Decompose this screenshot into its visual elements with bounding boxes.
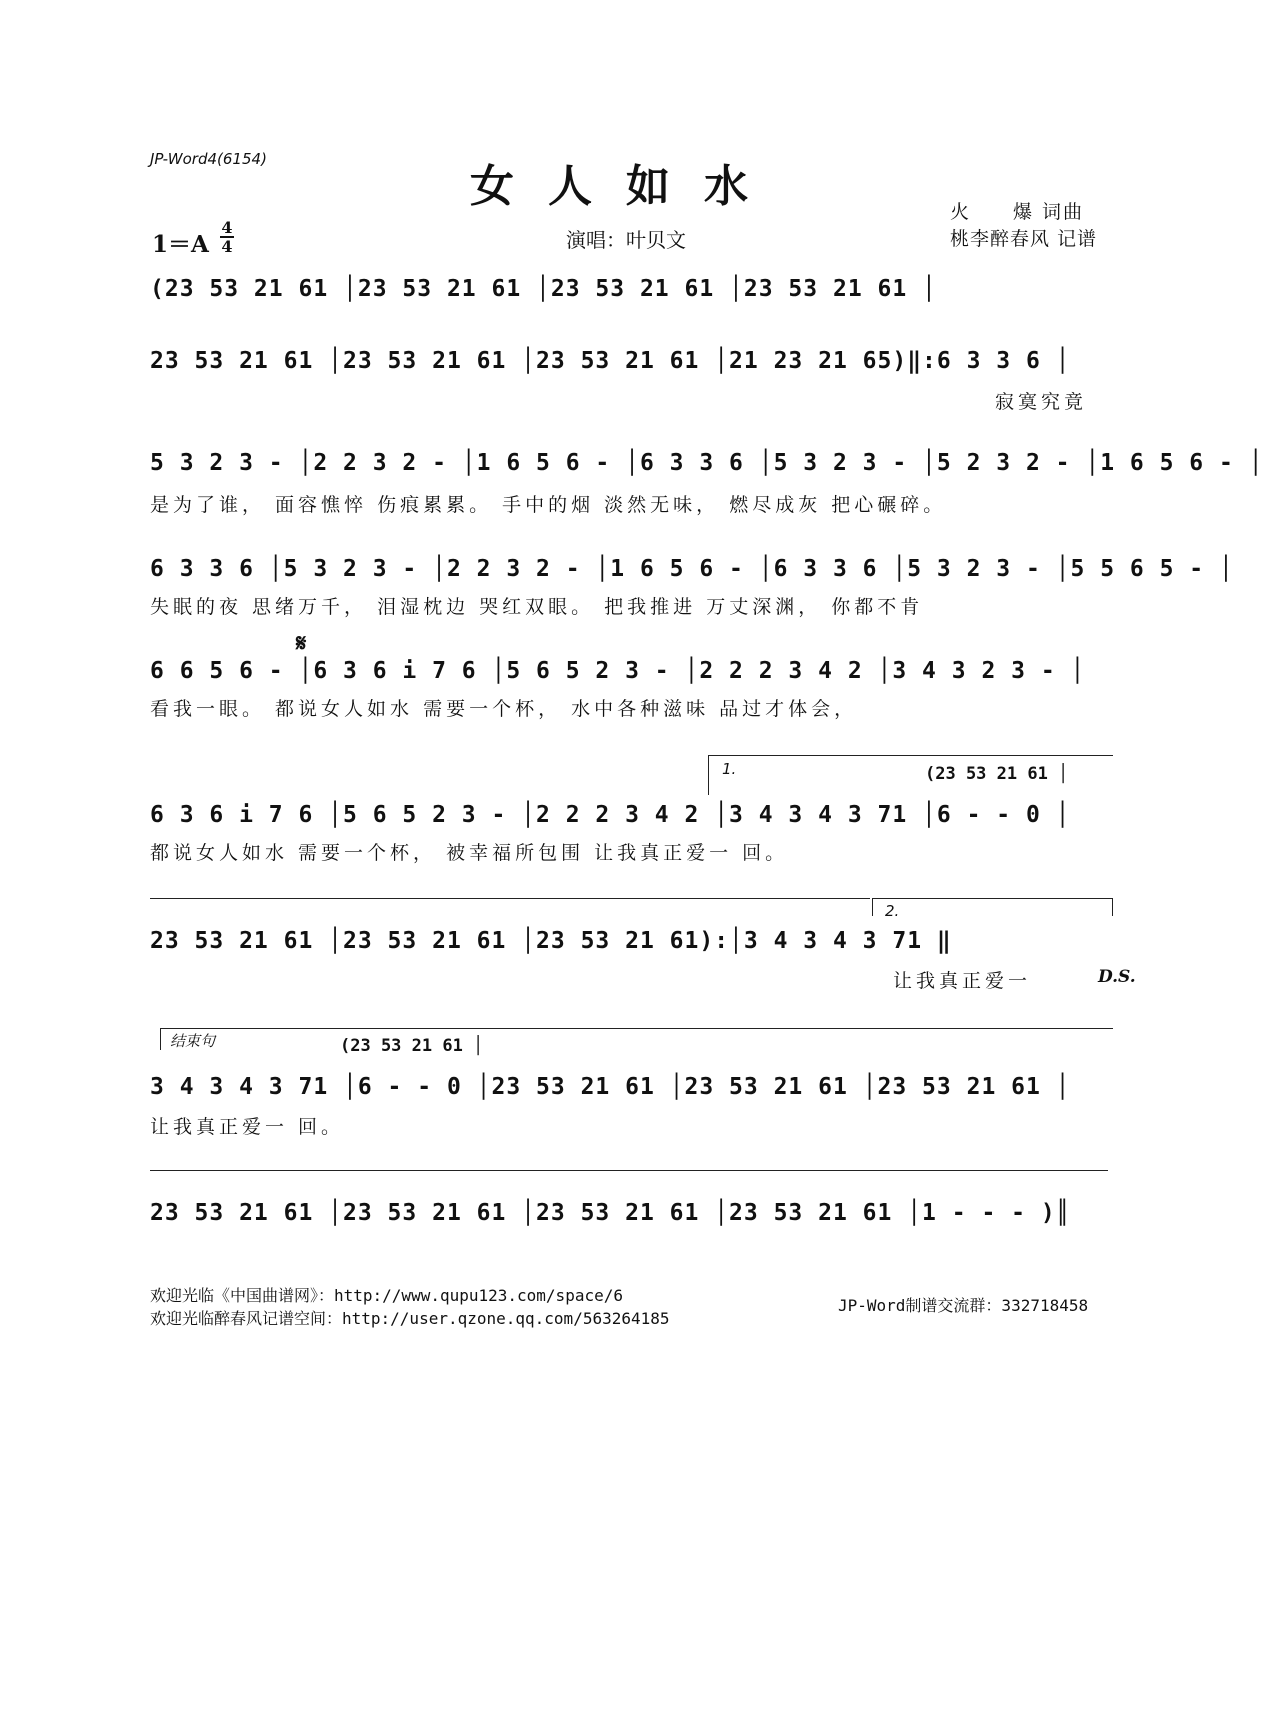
- score-line-5-lyrics: 看我一眼。 都说女人如水 需要一个杯， 水中各种滋味 品过才体会，: [150, 698, 858, 720]
- segno-sign: 𝄋: [296, 628, 307, 657]
- singer-credit: 演唱：叶贝文: [566, 228, 686, 252]
- score-line-8-notes: 3 4 3 4 3 71 │6 - - 0 │23 53 21 61 │23 53 21 61 │23 53 21 61 │: [150, 1074, 1071, 1100]
- footer-link-2: 欢迎光临醉春风记谱空间：http://user.qzone.qq.com/563264185: [150, 1309, 670, 1328]
- dal-segno-mark: D.S.: [1098, 967, 1136, 987]
- volta-2-bracket-edge: [872, 898, 873, 916]
- score-line-9-notes: 23 53 21 61 │23 53 21 61 │23 53 21 61 │23 53 21 61 │1 - - - )║: [150, 1200, 1071, 1226]
- repeat-section-line: [150, 898, 870, 899]
- volta-2-bracket: [872, 898, 1113, 899]
- time-signature-bottom: 4: [221, 237, 233, 256]
- volta-1-label: 1.: [722, 760, 737, 778]
- score-line-6-lyrics: 都说女人如水 需要一个杯， 被幸福所包围 让我真正爱一 回。: [150, 842, 789, 864]
- score-line-2-lyrics: 寂寞究竟: [995, 391, 1088, 413]
- volta-2-bracket-end: [1112, 898, 1113, 916]
- score-line-7-notes: 23 53 21 61 │23 53 21 61 │23 53 21 61):│3 4 3 4 3 71 ‖: [150, 928, 952, 954]
- footer-group: JP-Word制谱交流群：332718458: [838, 1296, 1089, 1315]
- transcriber-credit: 桃李醉春风 记谱: [950, 228, 1098, 250]
- score-line-8-upper-notes: (23 53 21 61 │: [340, 1036, 484, 1056]
- composer-credit: 火 爆 词曲: [950, 201, 1085, 223]
- score-line-6-notes: 6 3 6 i 7 6 │5 6 5 2 3 - │2 2 2 3 4 2 │3 4 3 4 3 71 │6 - - 0 │: [150, 802, 1071, 828]
- score-line-6-upper-notes: (23 53 21 61 │: [925, 764, 1069, 784]
- coda-bracket: [160, 1028, 1113, 1029]
- score-line-7-lyrics: 让我真正爱一: [893, 970, 1032, 992]
- score-line-1-notes: (23 53 21 61 │23 53 21 61 │23 53 21 61 │23 53 21 61 │: [150, 276, 937, 302]
- score-line-4-notes: 6 3 3 6 │5 3 2 3 - │2 2 3 2 - │1 6 5 6 - │6 3 3 6 │5 3 2 3 - │5 5 6 5 - │: [150, 556, 1234, 582]
- volta-1-bracket-edge: [708, 755, 709, 795]
- time-signature-top: 4: [221, 218, 233, 237]
- key-signature: 1＝A: [152, 231, 209, 258]
- score-line-2-notes: 23 53 21 61 │23 53 21 61 │23 53 21 61 │21 23 21 65)‖:6 3 3 6 │: [150, 348, 1071, 374]
- time-signature: [220, 220, 234, 254]
- score-line-3-lyrics: 是为了谁， 面容憔悴 伤痕累累。 手中的烟 淡然无味， 燃尽成灰 把心碾碎。: [150, 494, 947, 516]
- song-title: 女人如水: [470, 161, 782, 212]
- score-line-5-notes: 6 6 5 6 - │6 3 6 i 7 6 │5 6 5 2 3 - │2 2 2 3 4 2 │3 4 3 2 3 - │: [150, 658, 1086, 684]
- volta-2-label: 2.: [885, 902, 900, 920]
- software-version: JP-Word4(6154): [150, 150, 267, 168]
- score-line-8-lyrics: 让我真正爱一 回。: [150, 1116, 345, 1138]
- score-line-3-notes: 5 3 2 3 - │2 2 3 2 - │1 6 5 6 - │6 3 3 6 │5 3 2 3 - │5 2 3 2 - │1 6 5 6 - │: [150, 450, 1264, 476]
- score-line-4-lyrics: 失眠的夜 思绪万千， 泪湿枕边 哭红双眼。 把我推进 万丈深渊， 你都不肯: [150, 596, 924, 618]
- coda-label: 结束句: [170, 1032, 216, 1050]
- footer-link-1: 欢迎光临《中国曲谱网》：http://www.qupu123.com/space/6: [150, 1286, 623, 1305]
- final-section-line: [150, 1170, 1108, 1171]
- volta-1-bracket: [708, 755, 1113, 756]
- coda-bracket-edge: [160, 1028, 161, 1050]
